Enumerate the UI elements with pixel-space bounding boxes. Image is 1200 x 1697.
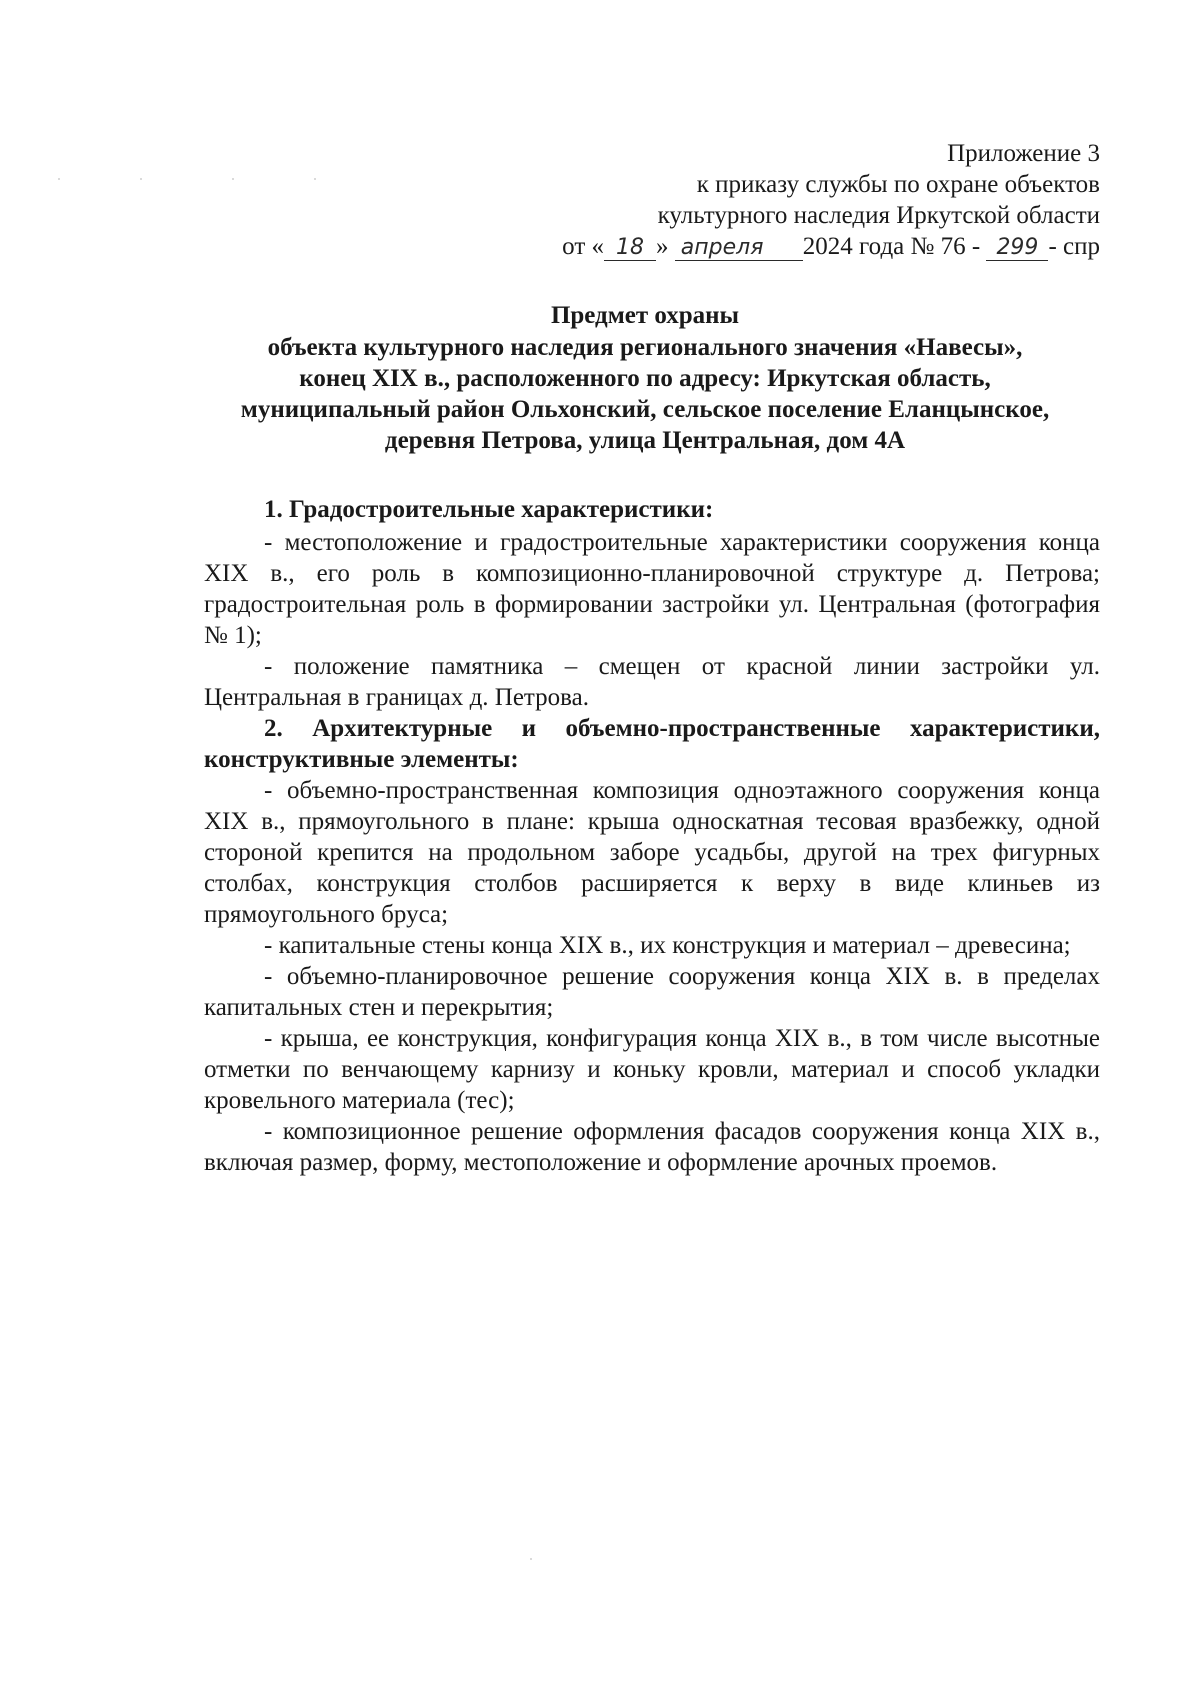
section-item: - композиционное решение оформления фасадов сооружения конца XIX в., включая размер, форму, местоположение и оформление арочных проемов. bbox=[204, 1118, 1100, 1176]
order-suffix: - спр bbox=[1048, 233, 1100, 260]
section-heading-urban: 1. Градостроительные характеристики: bbox=[264, 496, 714, 523]
appendix-number: Приложение 3 bbox=[947, 140, 1100, 167]
title-line-2: конец XIX в., расположенного по адресу: Иркутская область, bbox=[299, 365, 991, 392]
title-main: Предмет охраны bbox=[550, 302, 740, 329]
section-item: - крыша, ее конструкция, конфигурация конца XIX в., в том числе высотные отметки по венчающему карнизу и коньку кровли, материал и способ укладки кровельного материала (тес); bbox=[204, 1025, 1100, 1114]
scan-dot bbox=[58, 178, 60, 180]
title-line-3: муниципальный район Ольхонский, сельское поселение Еланцынское, bbox=[240, 396, 1050, 423]
document-body bbox=[204, 494, 1100, 1178]
date-mid: » bbox=[656, 233, 669, 260]
section-item: - капитальные стены конца XIX в., их конструкция и материал – древесина; bbox=[264, 932, 1071, 959]
title-line-1: объекта культурного наследия регионального значения «Навесы», bbox=[267, 334, 1023, 361]
title-line-4: деревня Петрова, улица Центральная, дом 4А bbox=[384, 427, 906, 454]
handwritten-order-number: 299 bbox=[986, 236, 1048, 261]
appendix-date-line bbox=[562, 231, 1100, 262]
handwritten-day: 18 bbox=[604, 236, 656, 261]
scan-dot bbox=[530, 1558, 532, 1560]
scan-dot bbox=[232, 178, 234, 180]
handwritten-month: апреля bbox=[675, 236, 803, 261]
section-item: - местоположение и градостроительные характеристики сооружения конца XIX в., его роль в композиционно-планировочной структуре д. Петрова; градостроительная роль в формировании застройки ул. Центральная (фотография № 1); bbox=[204, 529, 1100, 649]
section-item: - объемно-планировочное решение сооружения конца XIX в. в пределах капитальных стен и перекрытия; bbox=[204, 963, 1100, 1021]
section-heading-architecture: 2. Архитектурные и объемно-пространственные характеристики, конструктивные элементы: bbox=[204, 715, 1100, 773]
scan-dot bbox=[314, 178, 316, 180]
section-item: - положение памятника – смещен от красной линии застройки ул. Центральная в границах д. Петрова. bbox=[204, 653, 1100, 711]
date-year: 2024 года № 76 - bbox=[802, 233, 981, 260]
appendix-authority: культурного наследия Иркутской области bbox=[657, 202, 1100, 229]
appendix-header bbox=[562, 138, 1100, 262]
date-prefix: от « bbox=[562, 233, 605, 260]
scan-dot bbox=[140, 178, 142, 180]
section-item: - объемно-пространственная композиция одноэтажного сооружения конца XIX в., прямоугольного в плане: крыша односкатная тесовая вразбежку, одной стороной крепится на продольном заборе усадьбы, другой на трех фигурных столбах, конструкция столбов расширяется к верху в виде клиньев из прямоугольного бруса; bbox=[204, 777, 1100, 928]
document-title bbox=[190, 300, 1100, 456]
appendix-order-ref: к приказу службы по охране объектов bbox=[696, 171, 1100, 198]
